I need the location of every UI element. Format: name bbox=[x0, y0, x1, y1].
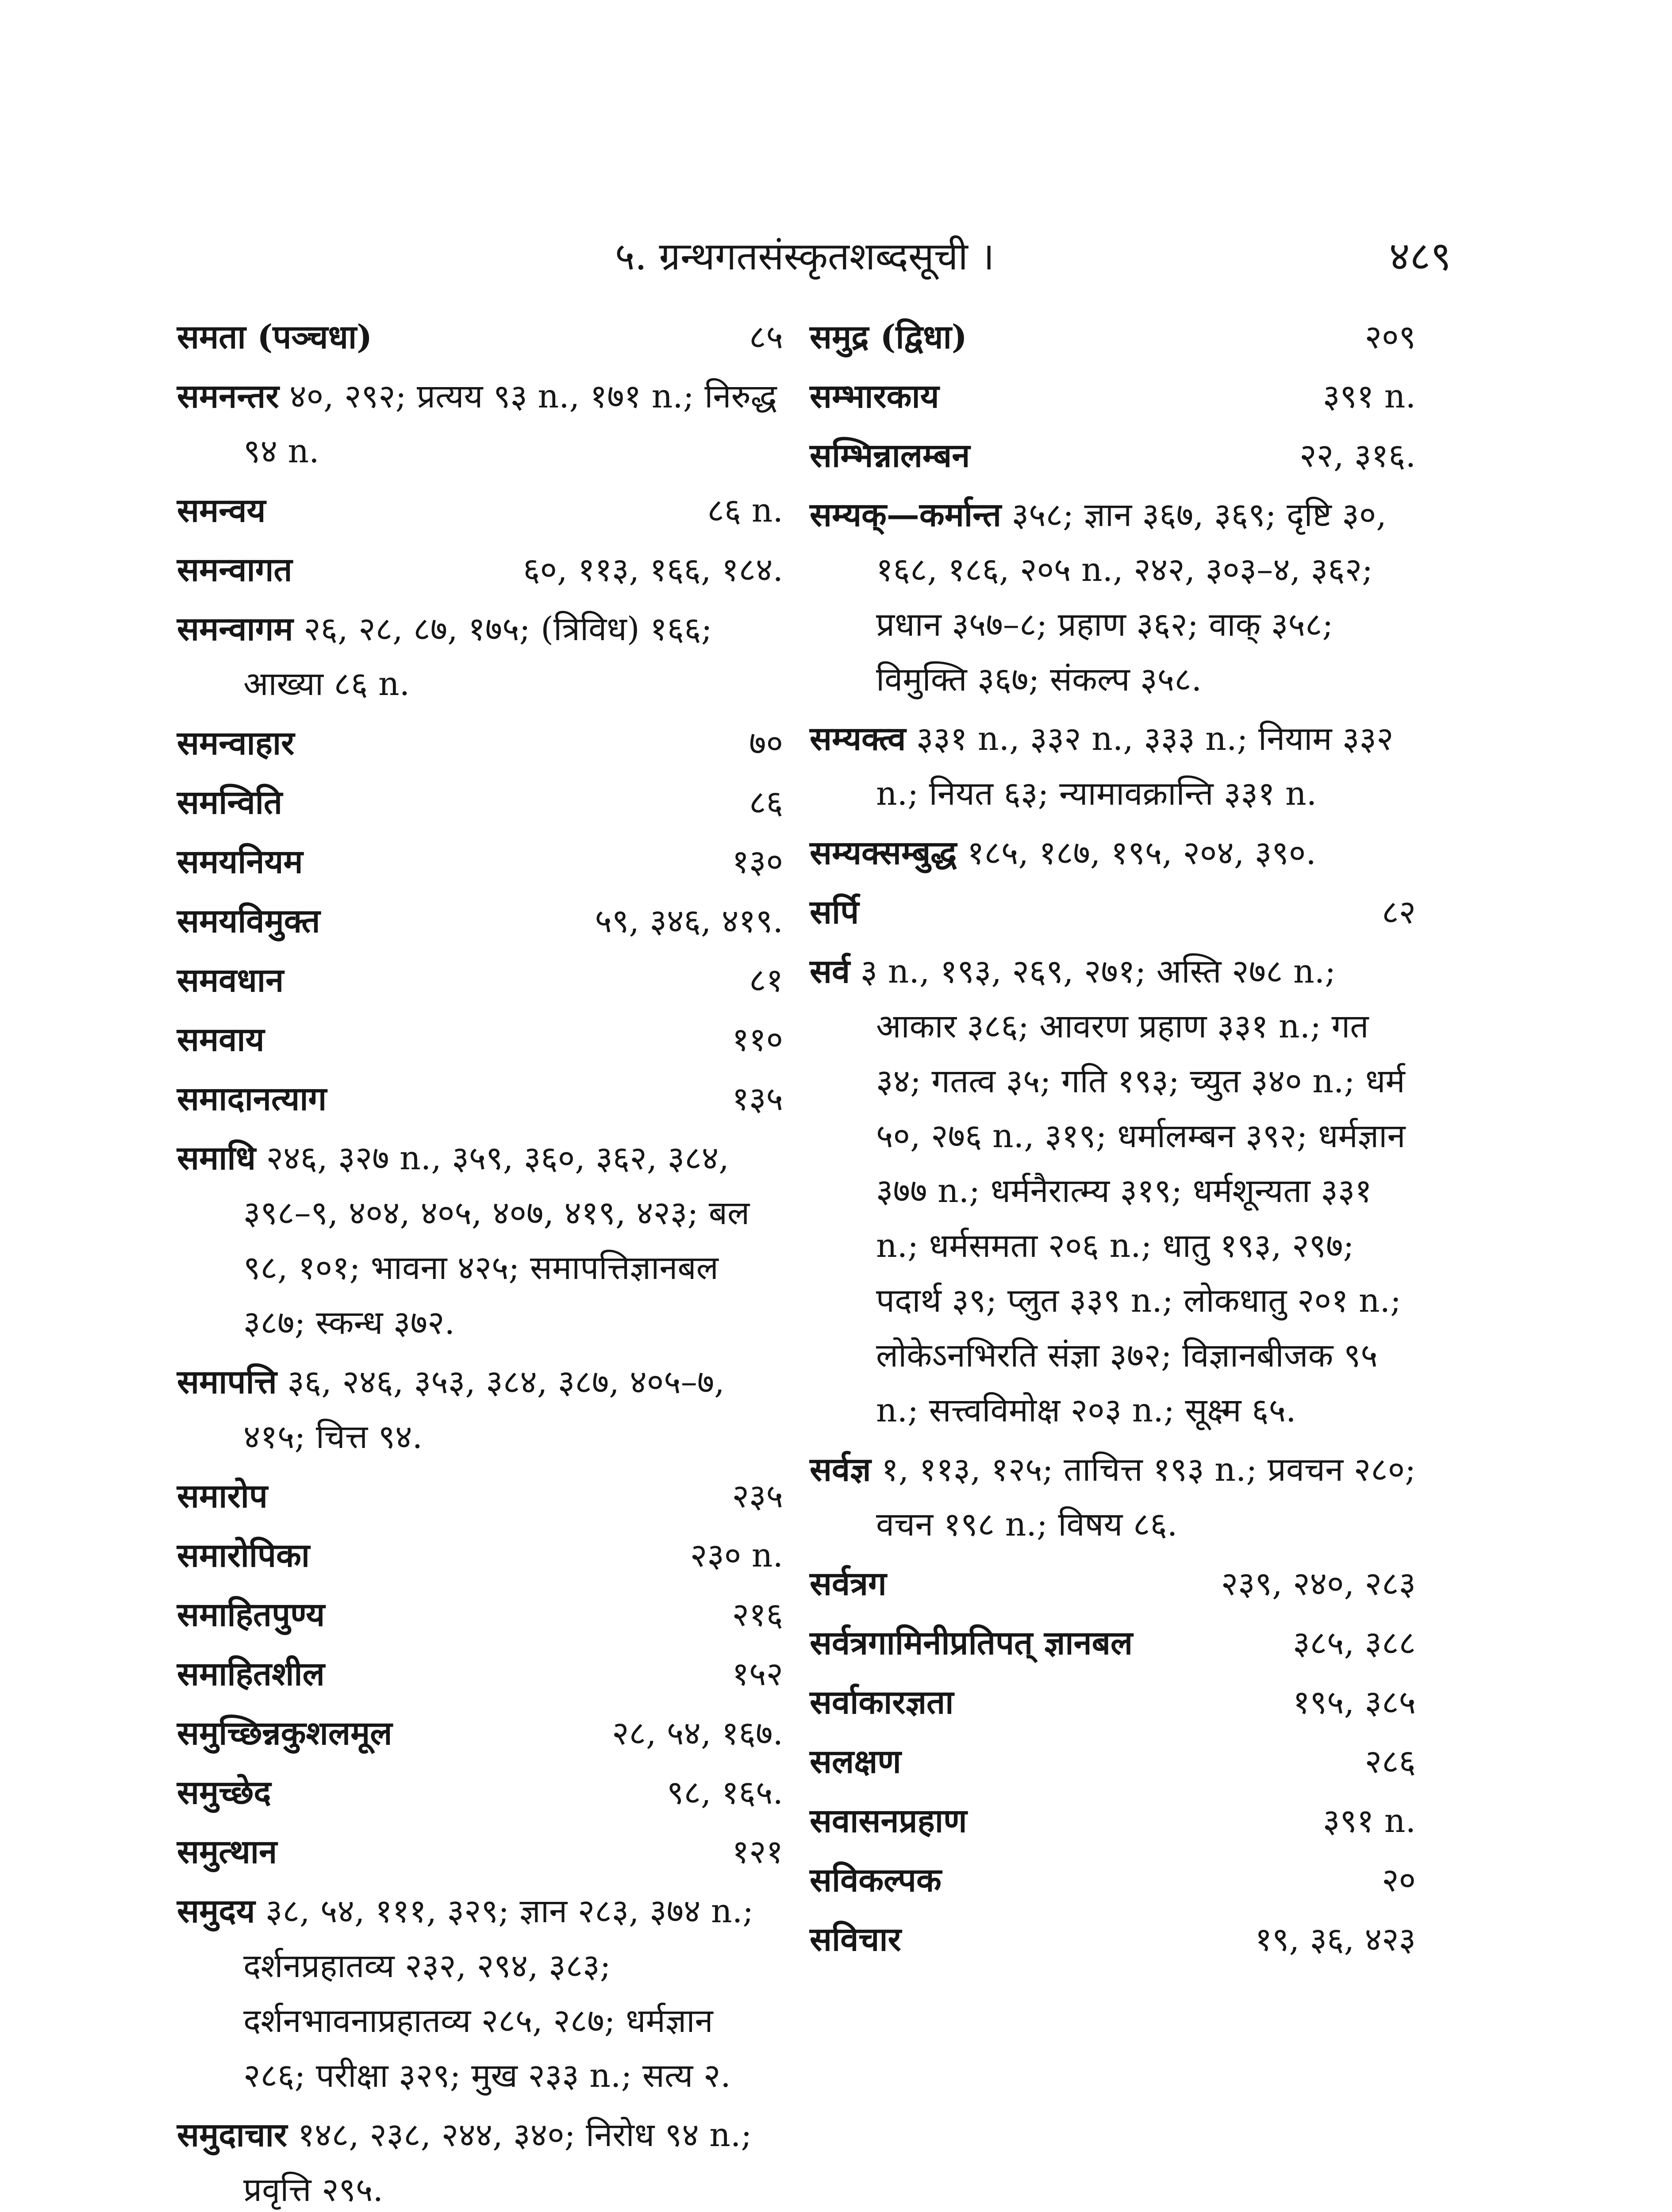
index-entry-references: ३६, २४६, ३५३, ३८४, ३८७, ४०५–७, ४१५; चित्त ९४. bbox=[243, 1363, 725, 1456]
index-entry bbox=[810, 826, 1416, 880]
index-entry-headword: समारोप bbox=[177, 1477, 268, 1515]
index-entry-headword: समन्वाहार bbox=[177, 724, 295, 762]
index-entry-headword: सम्भारकाय bbox=[810, 377, 939, 415]
index-entry-headword: समनन्तर bbox=[177, 377, 279, 415]
index-entry bbox=[177, 1765, 783, 1820]
index-entry-references: २८, ५४, १६७. bbox=[612, 1714, 783, 1752]
index-entry-headword: सविचार bbox=[810, 1920, 901, 1959]
index-entry-headword: सलक्षण bbox=[810, 1743, 901, 1781]
index-entry-headword: समन्वय bbox=[177, 492, 266, 530]
index-entry-references: ११० bbox=[732, 1021, 783, 1059]
index-entry bbox=[810, 428, 1416, 483]
index-entry bbox=[177, 1587, 783, 1642]
index-entry-references: ८२ bbox=[1382, 893, 1416, 931]
index-entry-references: २०९ bbox=[1365, 318, 1416, 356]
index-entry bbox=[177, 1131, 783, 1350]
index-entry-headword: सम्यक्त्व bbox=[810, 720, 906, 758]
index-entry-headword: समन्विति bbox=[177, 783, 283, 822]
index-entry-headword: समुत्थान bbox=[177, 1833, 277, 1871]
index-entry-headword: सर्व bbox=[810, 952, 850, 991]
index-entry bbox=[810, 369, 1416, 424]
index-entry-headword: समन्वागत bbox=[177, 551, 292, 589]
index-entry bbox=[177, 310, 783, 365]
index-entry-headword: समुदाचार bbox=[177, 2116, 288, 2154]
index-entry-headword: सर्वज्ञ bbox=[810, 1451, 871, 1489]
index-entry-headword: सम्यक्सम्बुद्ध bbox=[810, 834, 957, 872]
index-entry bbox=[177, 483, 783, 538]
index-entry bbox=[810, 711, 1416, 821]
index-entry bbox=[177, 716, 783, 771]
index-entry-references: २३५ bbox=[732, 1477, 783, 1515]
index-entry bbox=[810, 1853, 1416, 1908]
index-entry bbox=[810, 1793, 1416, 1848]
index-entry-references: ८६ n. bbox=[707, 492, 783, 530]
index-entry-headword: समाहितशील bbox=[177, 1655, 325, 1693]
index-entry-references: १५२ bbox=[732, 1655, 783, 1693]
index-entry-references: ६०, ११३, १६६, १८४. bbox=[523, 551, 783, 589]
index-entry-references: ४०, २९२; प्रत्यय ९३ n., १७१ n.; निरुद्ध ९४ n. bbox=[243, 377, 777, 470]
index-entry-references: १, ११३, १२५; ताचित्त १९३ n.; प्रवचन २८०; वचन १९८ n.; विषय ८६. bbox=[876, 1451, 1416, 1544]
index-entry-headword: समुद्र (द्विधा) bbox=[810, 318, 967, 356]
index-entry-references: २३० n. bbox=[690, 1536, 783, 1575]
index-entry bbox=[177, 834, 783, 889]
index-entry-references: ३५८; ज्ञान ३६७, ३६९; दृष्टि ३०, १६८, १८६, २०५ n., २४२, ३०३–४, ३६२; प्रधान ३५७–८; प्रहाण ३६२; वाक् ३५८; विमुक्ति ३६७; संकल्प ३५८. bbox=[876, 496, 1387, 699]
index-entry-references: ३९१ n. bbox=[1322, 1802, 1416, 1840]
index-entry-headword: समवधान bbox=[177, 961, 284, 999]
index-entry-headword: समाधि bbox=[177, 1139, 256, 1177]
index-entry-references: १३५ bbox=[732, 1080, 783, 1118]
running-title: ५. ग्रन्थगतसंस्कृतशब्दसूची । bbox=[615, 234, 995, 279]
index-entry-references: २० bbox=[1382, 1861, 1416, 1899]
index-entry-headword: सर्वत्रग bbox=[810, 1565, 887, 1603]
index-entry bbox=[177, 1012, 783, 1067]
index-entry-headword: सवासनप्रहाण bbox=[810, 1802, 967, 1840]
index-entry-references: २८६ bbox=[1365, 1743, 1416, 1781]
index-entry-references: ८१ bbox=[749, 961, 783, 999]
index-entry-headword: समुदय bbox=[177, 1892, 255, 1930]
index-entry-headword: समता (पञ्चधा) bbox=[177, 318, 373, 356]
index-entry bbox=[810, 1734, 1416, 1789]
index-entry bbox=[810, 1556, 1416, 1611]
index-entry-references: २१६ bbox=[732, 1596, 783, 1634]
index-entry-references: १८५, १८७, १९५, २०४, ३९०. bbox=[967, 834, 1316, 872]
index-entry-headword: समयनियम bbox=[177, 843, 303, 881]
index-entry-references: २४६, ३२७ n., ३५९, ३६०, ३६२, ३८४, ३९८–९, ४०४, ४०५, ४०७, ४१९, ४२३; बल ९८, १०१; भावना ४२५; समापत्तिज्ञानबल ३८७; स्कन्ध ३७२. bbox=[243, 1139, 750, 1342]
index-entry-headword: समापत्ति bbox=[177, 1363, 277, 1401]
index-entry-references: ७० bbox=[749, 724, 783, 762]
index-entry bbox=[177, 1824, 783, 1879]
index-entry-references: ८६ bbox=[749, 783, 783, 822]
index-entry bbox=[177, 1355, 783, 1464]
index-entry bbox=[177, 1884, 783, 2103]
index-entry-references: ३८, ५४, १११, ३२९; ज्ञान २८३, ३७४ n.; दर्शनप्रहातव्य २३२, २९४, ३८३; दर्शनभावनाप्रहातव्य २८५, २८७; धर्मज्ञान २८६; परीक्षा ३२९; मुख २३३ n.; सत्य २. bbox=[243, 1892, 754, 2095]
index-entry bbox=[810, 885, 1416, 940]
index-entry-references: १३० bbox=[732, 843, 783, 881]
index-entry bbox=[177, 1706, 783, 1761]
index-entry-references: २२, ३१६. bbox=[1299, 437, 1416, 475]
index-entry bbox=[177, 953, 783, 1008]
index-entry bbox=[177, 1528, 783, 1583]
index-column-right bbox=[810, 310, 1416, 1971]
index-entry-headword: समारोपिका bbox=[177, 1536, 310, 1575]
index-entry bbox=[810, 1616, 1416, 1671]
index-entry-references: ३८५, ३८८ bbox=[1293, 1624, 1416, 1662]
index-entry bbox=[177, 894, 783, 949]
index-entry-headword: समादानत्याग bbox=[177, 1080, 327, 1118]
index-entry bbox=[810, 1442, 1416, 1552]
index-entry-references: २३९, २४०, २८३ bbox=[1221, 1565, 1416, 1603]
index-entry bbox=[177, 369, 783, 479]
index-entry-references: १९५, ३८५ bbox=[1293, 1683, 1416, 1721]
index-entry-headword: समयविमुक्त bbox=[177, 902, 320, 940]
index-entry-references: ३९१ n. bbox=[1322, 377, 1416, 415]
index-entry bbox=[177, 2108, 783, 2212]
index-entry-references: ३३१ n., ३३२ n., ३३३ n.; नियाम ३३२ n.; नियत ६३; न्यामावक्रान्ति ३३१ n. bbox=[876, 720, 1394, 813]
index-column-left bbox=[177, 310, 783, 2212]
index-entry-references: २६, २८, ८७, १७५; (त्रिविध) १६६; आख्या ८६ n. bbox=[243, 610, 712, 703]
index-entry-headword: सर्वत्रगामिनीप्रतिपत् ज्ञानबल bbox=[810, 1624, 1133, 1662]
index-entry-references: ९८, १६५. bbox=[667, 1774, 783, 1812]
page-header bbox=[177, 230, 1451, 292]
index-entry-references: ८५ bbox=[749, 318, 783, 356]
index-entry-references: १९, ३६, ४२३ bbox=[1255, 1920, 1416, 1959]
index-entry bbox=[177, 775, 783, 830]
index-entry-headword: सम्यक्—कर्मान्त bbox=[810, 496, 1002, 534]
page-number: ४८९ bbox=[1389, 233, 1451, 280]
index-entry-headword: समन्वागम bbox=[177, 610, 293, 648]
index-entry-headword: समुच्छिन्नकुशलमूल bbox=[177, 1714, 392, 1752]
index-entry-headword: समुच्छेद bbox=[177, 1774, 271, 1812]
index-entry bbox=[810, 310, 1416, 365]
index-entry bbox=[177, 1071, 783, 1126]
index-entry-headword: समाहितपुण्य bbox=[177, 1596, 325, 1634]
index-entry-references: ३ n., १९३, २६९, २७१; अस्ति २७८ n.; आकार ३८६; आवरण प्रहाण ३३१ n.; गत ३४; गतत्व ३५; गति १९३; च्युत ३४० n.; धर्म ५०, २७६ n., ३१९; धर्मालम्बन ३९२; धर्मज्ञान ३७७ n.; धर्मनैरात्म्य ३१९; धर्मशून्यता ३३१ n.; धर्मसमता २०६ n.; धातु १९३, २९७; पदार्थ ३९; प्लुत ३३९ n.; लोकधातु २०१ n.; लोकेऽनभिरति संज्ञा ३७२; विज्ञानबीजक ९५ n.; सत्त्वविमोक्ष २०३ n.; सूक्ष्म ६५. bbox=[860, 952, 1406, 1429]
index-entry bbox=[810, 944, 1416, 1438]
index-entry-references: ५९, ३४६, ४१९. bbox=[595, 902, 783, 940]
index-entry-headword: सर्वाकारज्ञता bbox=[810, 1683, 954, 1721]
index-entry-references: १२१ bbox=[732, 1833, 783, 1871]
index-entry bbox=[177, 542, 783, 597]
index-entry-headword: सविकल्पक bbox=[810, 1861, 942, 1899]
index-entry-headword: सम्भिन्नालम्बन bbox=[810, 437, 970, 475]
index-entry-headword: सर्पि bbox=[810, 893, 859, 931]
index-entry bbox=[810, 488, 1416, 707]
index-entry bbox=[177, 602, 783, 711]
index-entry-headword: समवाय bbox=[177, 1021, 265, 1059]
index-entry bbox=[810, 1912, 1416, 1967]
index-entry-references: १४८, २३८, २४४, ३४०; निरोध ९४ n.; प्रवृत्ति २९५. bbox=[243, 2116, 752, 2209]
index-entry bbox=[177, 1469, 783, 1524]
index-entry bbox=[177, 1647, 783, 1701]
index-entry bbox=[810, 1675, 1416, 1730]
